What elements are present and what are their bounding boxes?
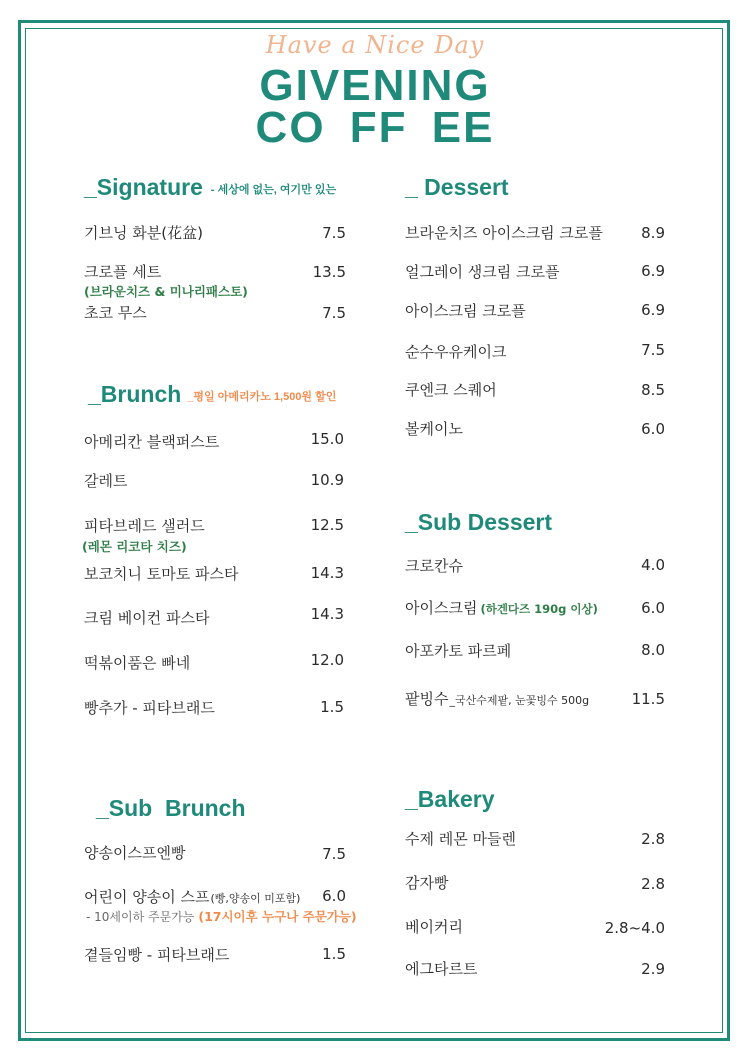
- menu-item-name: 초코 무스: [84, 304, 147, 322]
- menu-item-price: 6.9: [641, 262, 665, 280]
- menu-item-price: 14.3: [310, 605, 344, 623]
- menu-item-subtext: (레몬 리코타 치즈): [82, 539, 187, 554]
- menu-item-price: 7.5: [322, 845, 346, 863]
- menu-item-name: 크로칸슈: [405, 557, 463, 575]
- section-title-signature: [84, 174, 336, 201]
- menu-item-name: 볼케이노: [405, 420, 463, 438]
- menu-item-price: 4.0: [641, 556, 665, 574]
- menu-item-kids-soup: [84, 886, 300, 907]
- section-title-brunch: [88, 381, 336, 408]
- menu-item-price: 8.9: [641, 224, 665, 242]
- menu-item-price: 12.5: [310, 516, 344, 534]
- menu-item-price: 15.0: [310, 430, 344, 448]
- menu-item-name: 빵추가 - 피타브래드: [84, 699, 215, 717]
- header-script-text: Have a Nice Day: [265, 31, 485, 59]
- menu-item-price: 6.9: [641, 301, 665, 319]
- menu-item-price: 2.8: [641, 830, 665, 848]
- section-title-bakery: _Bakery: [405, 786, 495, 812]
- brunch-note: _평일 아메리카노 1,500원 할인: [187, 390, 337, 403]
- menu-item-price: 14.3: [310, 564, 344, 582]
- menu-item-price: 11.5: [631, 690, 665, 708]
- menu-item-name: 에그타르트: [405, 960, 478, 978]
- menu-item-name: 곁들임빵 - 피타브래드: [84, 946, 230, 964]
- menu-item-price: 1.5: [320, 698, 344, 716]
- brunch-title: _Brunch: [88, 381, 182, 407]
- menu-item-price: 7.5: [322, 224, 346, 242]
- menu-item-name: 보코치니 토마토 파스타: [84, 565, 239, 583]
- menu-item-name: 브라운치즈 아이스크림 크로플: [405, 224, 603, 242]
- menu-item-name: 팥빙수: [405, 690, 449, 708]
- menu-item-price: 7.5: [322, 304, 346, 322]
- menu-item-name: 기브닝 화분(花盆): [84, 224, 203, 242]
- menu-item-price: 12.0: [310, 651, 344, 669]
- menu-item-price: 2.8: [641, 875, 665, 893]
- kids-time-note: (17시이후 누구나 주문가능): [198, 909, 357, 924]
- menu-item-name: 감자빵: [405, 874, 449, 892]
- section-title-sub-dessert: _Sub Dessert: [405, 509, 553, 535]
- menu-item-name: 크림 베이컨 파스타: [84, 609, 210, 627]
- menu-item-price: 7.5: [641, 341, 665, 359]
- menu-item-detail: _국산수제팥, 눈꽃빙수 500g: [449, 694, 590, 707]
- menu-item-name: 피타브레드 샐러드: [84, 517, 205, 535]
- brand-name-line2: CO FF EE: [255, 103, 495, 152]
- menu-item-name: 갈레트: [84, 472, 128, 490]
- menu-item-price: 10.9: [310, 471, 344, 489]
- menu-item-subtext: (브라운치즈 & 미나리패스토): [84, 284, 248, 299]
- menu-item-name: 어린이 양송이 스프: [84, 888, 210, 906]
- menu-item-price: 13.5: [312, 263, 346, 281]
- menu-item-price: 6.0: [641, 420, 665, 438]
- menu-item-name: 아메리칸 블랙퍼스트: [84, 433, 220, 451]
- menu-item-price: 8.0: [641, 641, 665, 659]
- signature-title: _Signature: [84, 174, 203, 200]
- section-title-sub-brunch: _Sub Brunch: [96, 795, 246, 821]
- menu-item-name: 크로플 세트: [84, 263, 162, 281]
- menu-item-price: 2.9: [641, 960, 665, 978]
- menu-item-name: 양송이스프엔빵: [84, 844, 186, 862]
- brand-name-line1: GIVENING: [259, 61, 491, 110]
- menu-item-note: [86, 907, 357, 925]
- menu-item-price: 8.5: [641, 381, 665, 399]
- menu-item-name: 얼그레이 생크림 크로플: [405, 263, 560, 281]
- menu-item-price: 2.8~4.0: [604, 919, 665, 937]
- signature-note: - 세상에 없는, 여기만 있는: [210, 183, 337, 196]
- menu-item-name: 수제 레몬 마들렌: [405, 830, 516, 848]
- menu-item-bingsu: [405, 688, 589, 709]
- menu-item-name: 순수우유케이크: [405, 343, 507, 361]
- menu-item-name: 베이커리: [405, 918, 463, 936]
- kids-age-note: - 10세이하 주문가능: [86, 910, 195, 924]
- section-title-dessert: _ Dessert: [405, 174, 509, 200]
- menu-item-name: 아이스크림 크로플: [405, 302, 526, 320]
- menu-item-detail: (하겐다즈 190g 이상): [480, 602, 598, 616]
- menu-item-name: 아포카토 파르페: [405, 642, 512, 660]
- menu-item-ice-cream: [405, 597, 598, 618]
- menu-item-detail: (빵,양송이 미포함): [210, 892, 301, 905]
- menu-item-price: 6.0: [322, 887, 346, 905]
- menu-item-name: 쿠엔크 스퀘어: [405, 381, 497, 399]
- menu-item-price: 1.5: [322, 945, 346, 963]
- menu-item-name: 떡볶이품은 빠네: [84, 654, 191, 672]
- menu-item-name: 아이스크림: [405, 599, 478, 617]
- menu-item-price: 6.0: [641, 599, 665, 617]
